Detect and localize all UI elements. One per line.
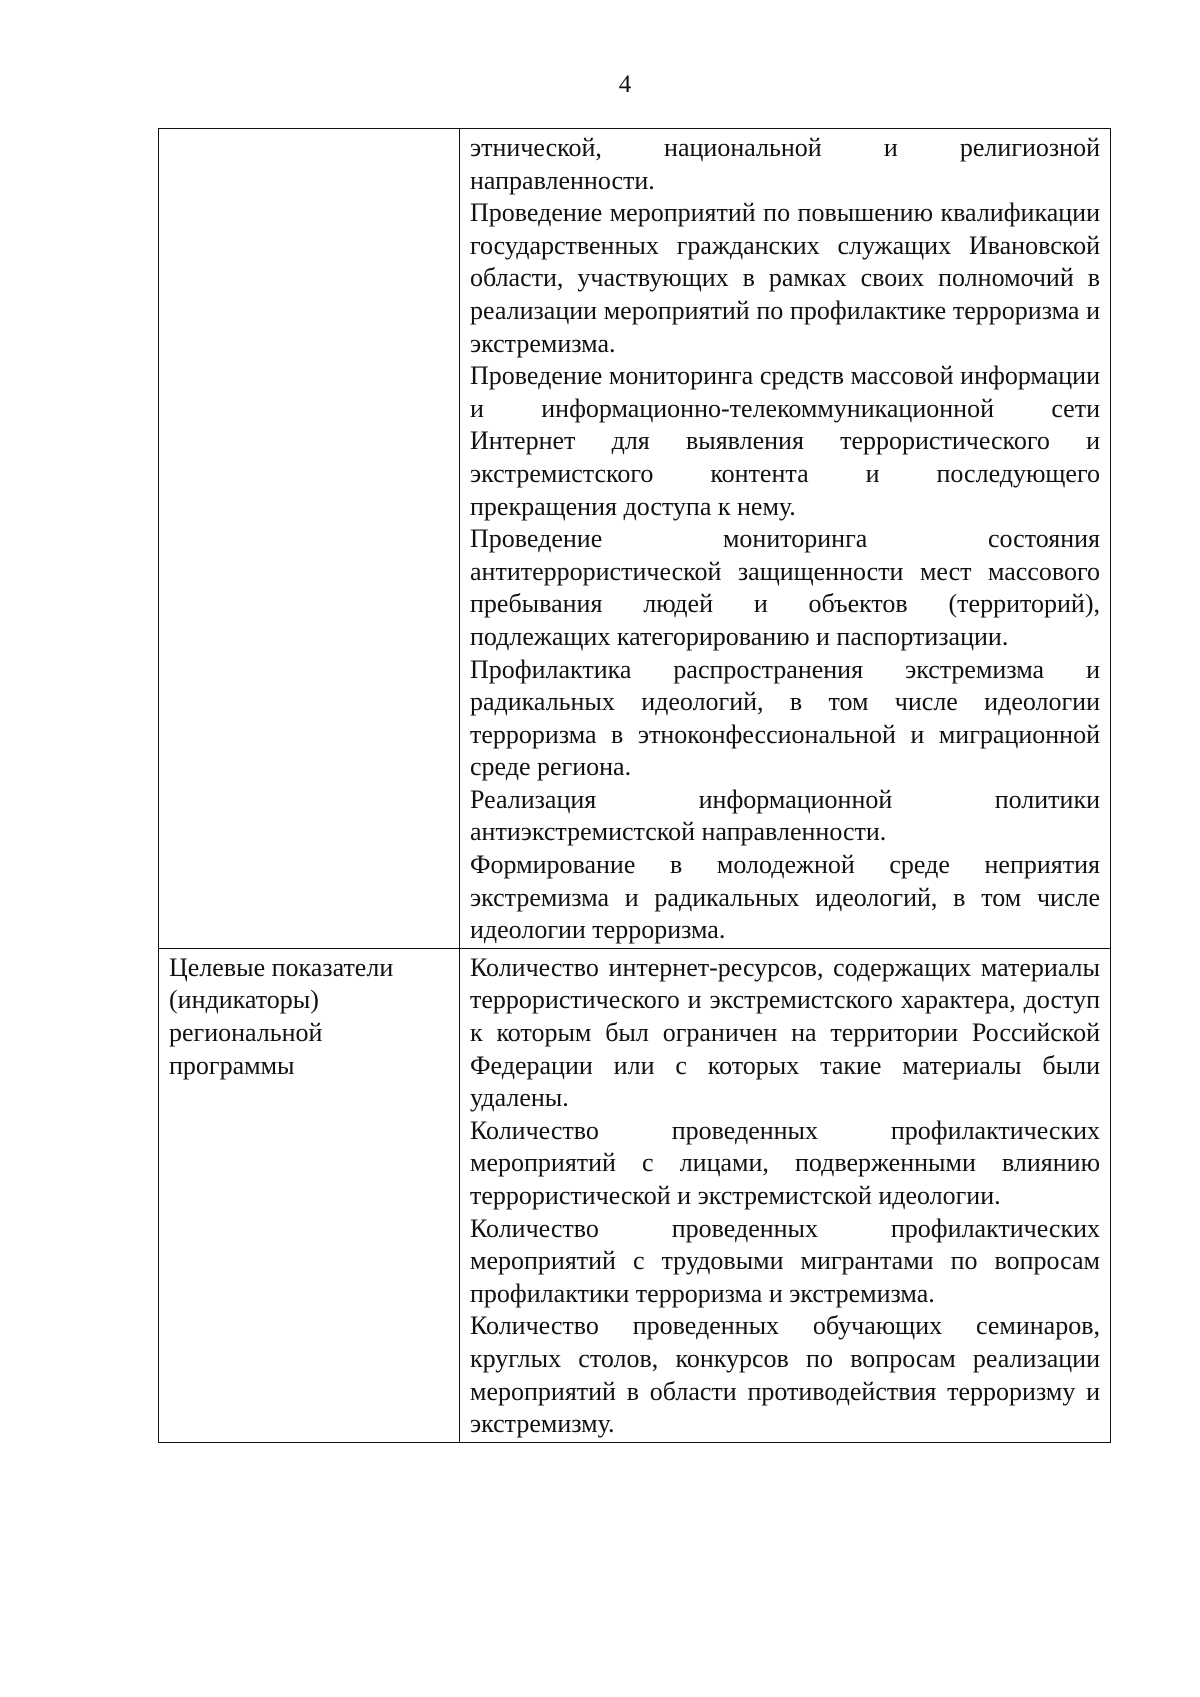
paragraph: Профилактика распространения экстремизма и радикальных идеологий, в том числе идеологии терроризма в этноконфессиональной и миграционной среде региона. <box>470 654 1100 782</box>
paragraph: Проведение мониторинга средств массовой информации и информационно-телекоммуникационной сети Интернет для выявления террористического и экстремистского контента и последующего прекращения доступа к нему. <box>470 361 1100 521</box>
paragraph: Количество проведенных профилактических мероприятий с трудовыми мигрантами по вопросам профилактики терроризма и экстремизма. <box>470 1213 1100 1308</box>
program-table <box>158 128 1111 1443</box>
paragraph: Проведение мониторинга состояния антитеррористической защищенности мест массового пребывания людей и объектов (территорий), подлежащих категорированию и паспортизации. <box>470 524 1100 651</box>
page-number: 4 <box>618 71 632 98</box>
row-label-cell <box>159 948 460 1442</box>
table-row <box>159 948 1111 1442</box>
row-content-cell <box>460 948 1111 1442</box>
paragraph: Формирование в молодежной среде неприятия экстремизма и радикальных идеологий, в том числе идеологии терроризма. <box>470 850 1100 945</box>
paragraph: Количество проведенных профилактических мероприятий с лицами, подверженными влиянию террористической и экстремистской идеологии. <box>470 1115 1100 1210</box>
paragraph: Проведение мероприятий по повышению квалификации государственных гражданских служащих Ивановской области, участвующих в рамках своих полномочий в реализации мероприятий по профилактике терроризма и экстремизма. <box>470 198 1100 358</box>
paragraph: Реализация информационной политики антиэкстремистской направленности. <box>470 784 1100 847</box>
table-row <box>159 129 1111 949</box>
row-label: Целевые показатели (индикаторы) региональной программы <box>169 952 394 1080</box>
paragraph: Количество интернет-ресурсов, содержащих материалы террористического и экстремистского характера, доступ к которым был ограничен на территории Российской Федерации или с которых такие материалы были удалены. <box>470 952 1100 1113</box>
row-content-cell <box>460 129 1111 949</box>
paragraph: этнической, национальной и религиозной направленности. <box>470 133 1100 195</box>
row-label-cell <box>159 129 460 949</box>
paragraph: Количество проведенных обучающих семинаров, круглых столов, конкурсов по вопросам реализации мероприятий в области противодействия терроризму и экстремизму. <box>470 1311 1100 1439</box>
